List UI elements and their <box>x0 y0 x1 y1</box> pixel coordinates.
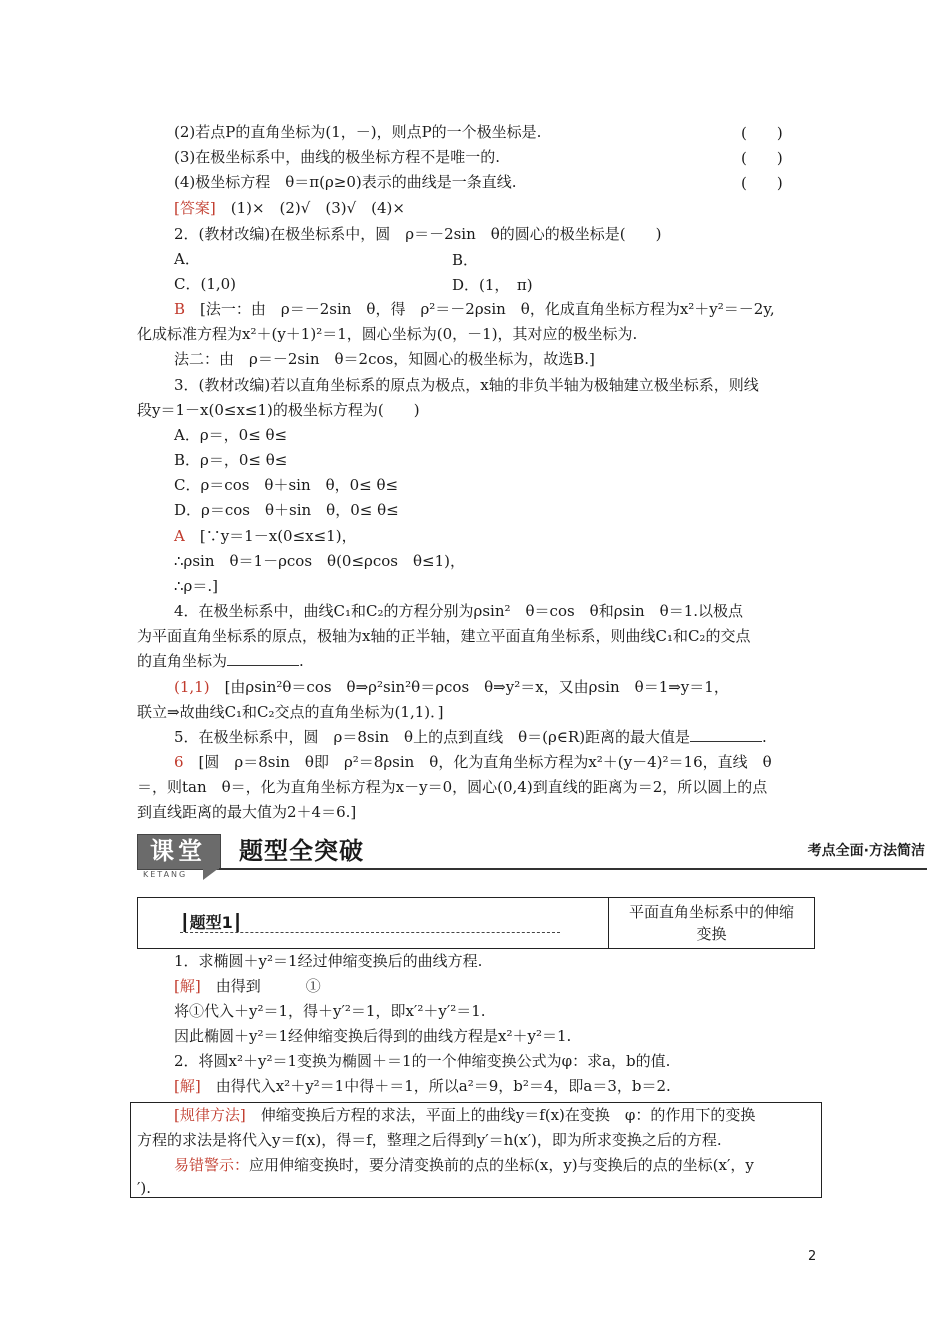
ex2-solution-tag: [解] <box>174 1077 201 1095</box>
q2-option-a: A． <box>174 250 200 268</box>
q3-option-c: C．ρ＝cos θ＋sin θ，0≤ θ≤ <box>174 476 399 494</box>
q5-solution-1 <box>174 752 772 772</box>
method-line-4: ′). <box>137 1179 152 1197</box>
q2-solution-2: 化成标准方程为x²＋(y＋1)²＝1，圆心坐标为(0，－1)，其对应的极坐标为. <box>137 325 638 343</box>
warning-tag: 易错警示： <box>174 1156 250 1174</box>
q3-solution-1 <box>174 526 357 546</box>
q2-option-d: D．(1， π) <box>452 276 533 294</box>
section-tagline: 考点全面·方法简洁 <box>807 843 925 859</box>
type-topic-line-1: 平面直角坐标系中的伸缩 <box>628 903 794 921</box>
q1-answer <box>174 198 405 218</box>
ex1-stem: 1．求椭圆＋y²＝1经过伸缩变换后的曲线方程. <box>174 952 483 970</box>
ex1-line-1-text: 由得到 ① <box>200 977 321 995</box>
type-label: ┃题型1┃ <box>180 913 243 932</box>
method-line-3-text: 应用伸缩变换时，要分清变换前的点的坐标(x，y)与变换后的点的坐标(x′，y <box>249 1156 754 1174</box>
q3-stem-2: 段y＝1－x(0≤x≤1)的极坐标方程为( ) <box>137 401 420 419</box>
q4-solution-1 <box>174 677 729 697</box>
q4-answer: (1,1) <box>174 678 210 696</box>
q5-blank <box>690 727 762 742</box>
q1-paren-3: ( ) <box>741 149 783 167</box>
section-title: 题型全突破 <box>239 837 364 865</box>
q3-option-d: D．ρ＝cos θ＋sin θ，0≤ θ≤ <box>174 501 399 519</box>
q3-option-a: A．ρ＝，0≤ θ≤ <box>174 426 288 444</box>
q3-solution-2: ∴ρsin θ＝1－ρcos θ(0≤ρcos θ≤1)， <box>174 552 465 570</box>
q3-answer: A <box>174 527 185 545</box>
q2-option-b: B． <box>452 251 479 269</box>
q1-item-4: (4)极坐标方程 θ＝π(ρ≥0)表示的曲线是一条直线. <box>174 173 517 191</box>
type-topic-line-2: 变换 <box>696 925 727 943</box>
q3-sol1-text: [∵y＝1－x(0≤x≤1)， <box>199 527 357 545</box>
q1-item-2: (2)若点P的直角坐标为(1，－)，则点P的一个极坐标是. <box>174 123 542 141</box>
method-line-2: 方程的求法是将代入y＝f(x)，得＝f，整理之后得到y′＝h(x′)，即为所求变换之后的方程. <box>137 1131 722 1149</box>
q2-solution-3: 法二：由 ρ＝－2sin θ＝2cos，知圆心的极坐标为，故选B.] <box>174 350 595 368</box>
type-header-box <box>137 897 815 949</box>
q2-answer: B <box>174 300 186 318</box>
q1-paren-4: ( ) <box>741 174 783 192</box>
q4-blank <box>227 651 299 666</box>
q4-sol1-text: [由ρsin²θ＝cos θ⇒ρ²sin²θ＝ρcos θ⇒y²＝x，又由ρsin θ＝1⇒y＝1， <box>209 678 729 696</box>
q1-item-3: (3)在极坐标系中，曲线的极坐标方程不是唯一的. <box>174 148 501 166</box>
q2-sol1-text: [法一：由 ρ＝－2sin θ，得 ρ²＝－2ρsin θ，化成直角坐标方程为x²＋y²＝－2y, <box>200 300 775 318</box>
q2-solution-1 <box>174 299 775 319</box>
q2-stem: 2．(教材改编)在极坐标系中，圆 ρ＝－2sin θ的圆心的极坐标是( ) <box>174 225 662 243</box>
ketang-badge-arrow <box>203 868 219 880</box>
type-dashed-rule <box>180 932 560 933</box>
q5-sol1-text: [圆 ρ＝8sin θ即 ρ²＝8ρsin θ，化为直角坐标方程为x²＋(y－4)²＝16，直线 θ <box>183 753 772 771</box>
q1-paren-2: ( ) <box>741 124 783 142</box>
q5-stem-text: 5．在极坐标系中，圆 ρ＝8sin θ上的点到直线 θ＝(ρ∈R)距离的最大值是 <box>174 728 691 746</box>
q4-stem-3-end: . <box>299 652 304 670</box>
q5-answer: 6 <box>174 753 184 771</box>
method-line-3 <box>174 1155 754 1175</box>
q3-solution-3: ∴ρ＝.] <box>174 577 218 595</box>
q5-solution-2: ＝，则tan θ＝，化为直角坐标方程为x－y＝0，圆心(0,4)到直线的距离为＝2，所以圆上的点 <box>137 778 768 796</box>
ex1-line-3: 因此椭圆＋y²＝1经伸缩变换后得到的曲线方程是x²＋y²＝1. <box>174 1027 572 1045</box>
page-number: 2 <box>808 1249 817 1264</box>
ex1-line-1 <box>174 976 321 996</box>
q4-stem-3 <box>137 651 304 671</box>
q4-stem-1: 4．在极坐标系中，曲线C₁和C₂的方程分别为ρsin² θ＝cos θ和ρsin θ＝1.以极点 <box>174 602 744 620</box>
q5-stem-end: . <box>762 728 767 746</box>
q3-stem-1: 3．(教材改编)若以直角坐标系的原点为极点，x轴的非负半轴为极轴建立极坐标系，则线 <box>174 376 759 394</box>
section-banner <box>137 834 927 882</box>
q3-option-b: B．ρ＝，0≤ θ≤ <box>174 451 288 469</box>
q4-stem-3-text: 的直角坐标为 <box>137 652 228 670</box>
q5-solution-3: 到直线距离的最大值为2＋4＝6.] <box>137 803 357 821</box>
ex2-line-1-text: 由得代入x²＋y²＝1中得＋＝1，所以a²＝9，b²＝4，即a＝3，b＝2. <box>200 1077 671 1095</box>
ex2-line-1 <box>174 1076 671 1096</box>
ex1-line-2: 将①代入＋y²＝1，得＋y′²＝1，即x′²＋y′²＝1. <box>174 1002 486 1020</box>
section-rule <box>219 868 927 870</box>
ketang-badge-subtitle: KETANG <box>143 870 188 879</box>
method-line-1 <box>174 1105 755 1125</box>
q4-solution-2: 联立⇒故曲线C₁和C₂交点的直角坐标为(1,1)．] <box>137 703 444 721</box>
answer-tag: [答案] <box>174 199 216 217</box>
type-topic <box>609 898 814 948</box>
ketang-badge-text: 课堂 <box>150 837 206 865</box>
q5-stem <box>174 727 767 747</box>
answer-text: (1)× (2)√ (3)√ (4)× <box>215 199 405 217</box>
q2-option-c: C．(1,0) <box>174 275 237 293</box>
method-tag: [规律方法] <box>174 1106 246 1124</box>
q4-stem-2: 为平面直角坐标系的原点，极轴为x轴的正半轴，建立平面直角坐标系，则曲线C₁和C₂的交点 <box>137 627 751 645</box>
method-line-1-text: 伸缩变换后方程的求法，平面上的曲线y＝f(x)在变换 φ：的作用下的变换 <box>245 1106 756 1124</box>
ex2-stem: 2．将圆x²＋y²＝1变换为椭圆＋＝1的一个伸缩变换公式为φ：求a，b的值. <box>174 1052 671 1070</box>
ex1-solution-tag: [解] <box>174 977 201 995</box>
